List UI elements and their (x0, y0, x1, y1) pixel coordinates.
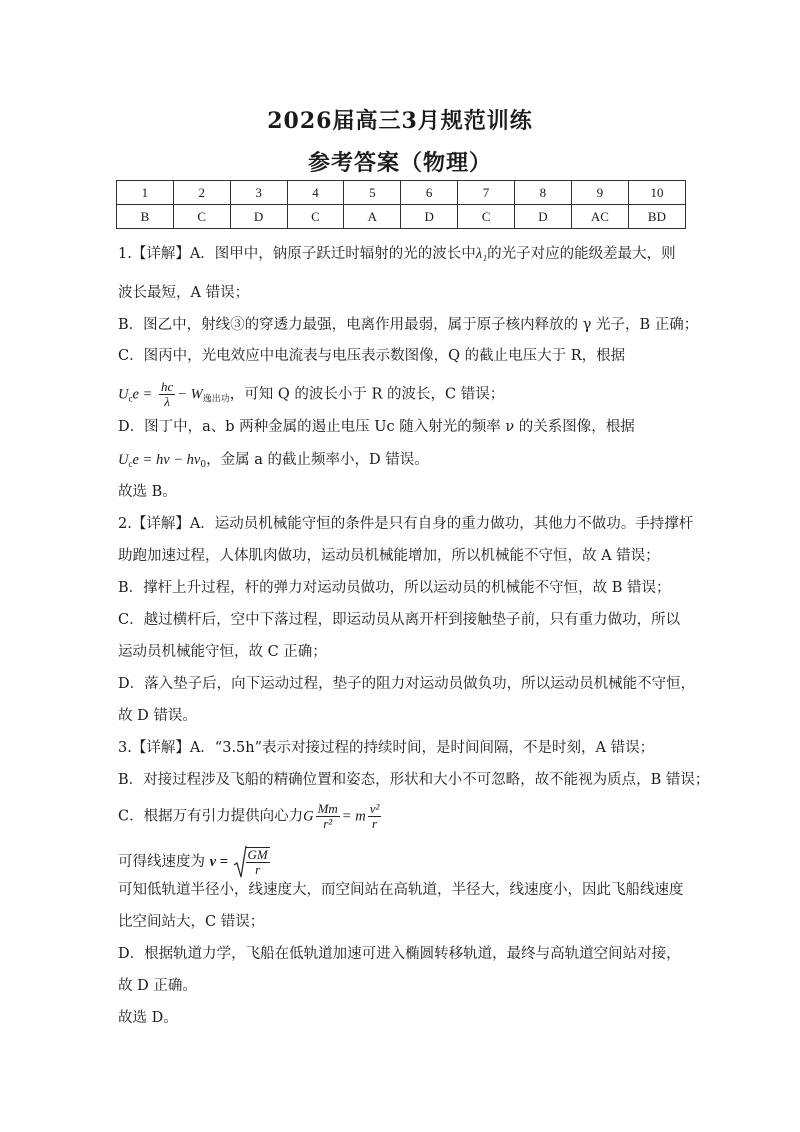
q2-line: D．落入垫子后，向下运动过程，垫子的阻力对运动员做负功，所以运动员机械能不守恒， (118, 676, 696, 692)
formula-symbol: − W (177, 386, 203, 403)
q1-formula-line (118, 380, 504, 410)
q1-text: ，可知 Q 的波长小于 R 的波长，C 错误； (229, 386, 505, 403)
fraction-numerator: hc (160, 379, 174, 394)
question-number: 7 (458, 181, 515, 205)
square-root (233, 845, 272, 879)
answer-cell: D (230, 205, 287, 229)
formula-symbol: = m (341, 808, 366, 825)
question-number: 2 (173, 181, 230, 205)
fraction (159, 380, 175, 409)
page-title: 2026届高三3月规范训练 (267, 108, 533, 134)
formula-symbol: U (118, 386, 129, 403)
formula-symbol: G (303, 808, 314, 825)
fraction (316, 802, 340, 831)
question-number: 3 (230, 181, 287, 205)
q3-line: 故选 D。 (118, 1010, 178, 1026)
formula-subscript: 逸出功 (202, 394, 230, 405)
formula-subscript: c (128, 459, 133, 469)
question-number: 10 (628, 181, 685, 205)
page-subtitle: 参考答案（物理） (307, 150, 492, 176)
question-number: 6 (401, 181, 458, 205)
formula-symbol: e = hν − hν (132, 452, 201, 468)
q1-text: 的光子对应的能级差最大，则 (487, 246, 676, 262)
q3-line: 3.【详解】A．“3.5h”表示对接过程的持续时间，是时间间隔，不是时刻，A 错误； (118, 740, 655, 756)
q1-text: ，金属 a 的截止频率小，D 错误。 (206, 452, 429, 468)
q1-line: D．图丁中，a、b 两种金属的遏止电压 Uc 随入射光的频率 ν 的关系图像，根据 (118, 419, 635, 435)
q2-line: 助跑加速过程，人体肌肉做功，运动员机械能增加，所以机械能不守恒，故 A 错误； (118, 548, 660, 564)
answer-cell: A (344, 205, 401, 229)
answer-table-answer-row (117, 205, 686, 229)
answer-cell: AC (571, 205, 628, 229)
q2-line: 2.【详解】A．运动员机械能守恒的条件是只有自身的重力做功，其他力不做功。手持撑杆 (118, 516, 694, 532)
fraction-denominator: λ (164, 394, 170, 409)
q1-formula-line (118, 450, 429, 475)
q3-line: D．根据轨道力学，飞船在低轨道加速可进入椭圆转移轨道，最终与高轨道空间站对接， (118, 946, 681, 962)
q1-line: 故选 B。 (118, 484, 177, 500)
formula-symbol: e = (132, 386, 153, 403)
formula-symbol: v = (209, 854, 228, 870)
q2-line: C．越过横杆后，空中下落过程，即运动员从离开杆到接触垫子前，只有重力做功，所以 (118, 612, 681, 628)
q3-formula-line (118, 802, 383, 831)
q2-line: 运动员机械能守恒，故 C 正确； (118, 644, 327, 660)
q2-line: 故 D 错误。 (118, 708, 197, 724)
q2-line: B．撑杆上升过程，杆的弹力对运动员做功，所以运动员的机械能不守恒，故 B 错误； (118, 580, 671, 596)
q1-text: 1.【详解】A．图甲中，钠原子跃迁时辐射的光的波长中 (118, 246, 476, 262)
answer-cell: C (173, 205, 230, 229)
lambda-symbol: λ₁ (475, 246, 488, 262)
q3-formula-line (118, 845, 272, 879)
question-number: 5 (344, 181, 401, 205)
fraction-denominator: r (255, 862, 261, 877)
q1-line: B．图乙中，射线③的穿透力最强，电离作用最弱，属于原子核内释放的 γ 光子，B 正确； (118, 317, 699, 333)
question-number: 8 (514, 181, 571, 205)
q3-text: C．根据万有引力提供向心力 (118, 808, 304, 825)
question-number: 4 (287, 181, 344, 205)
q3-line: 故 D 正确。 (118, 978, 197, 994)
fraction-numerator: Mm (317, 801, 338, 816)
q1-line: C．图丙中，光电效应中电流表与电压表示数图像，Q 的截止电压大于 R，根据 (118, 348, 626, 364)
question-number: 1 (117, 181, 174, 205)
answer-table (116, 180, 686, 229)
radical-sign-icon (233, 845, 247, 879)
fraction-numerator: GM (247, 847, 268, 862)
fraction (368, 802, 382, 831)
fraction-denominator: r (371, 816, 378, 831)
fraction-numerator: v² (369, 801, 380, 816)
fraction-denominator: r² (323, 816, 333, 831)
q3-line: 可知低轨道半径小，线速度大，而空间站在高轨道，半径大，线速度小，因此飞船线速度 (118, 882, 684, 898)
answer-cell: C (458, 205, 515, 229)
q3-line: 比空间站大，C 错误； (118, 914, 265, 930)
q1-line: 波长最短，A 错误； (118, 285, 250, 301)
answer-cell: B (117, 205, 174, 229)
q3-text: 可得线速度为 (118, 854, 205, 870)
answer-table-number-row (117, 181, 686, 205)
answer-cell: D (514, 205, 571, 229)
formula-subscript: 0 (200, 460, 207, 470)
answer-cell: C (287, 205, 344, 229)
q3-line: B．对接过程涉及飞船的精确位置和姿态，形状和大小不可忽略，故不能视为质点，B 错误； (118, 772, 710, 788)
fraction (246, 847, 270, 877)
question-number: 9 (571, 181, 628, 205)
formula-symbol: U (118, 452, 129, 468)
q1-line (118, 244, 676, 264)
formula-subscript: c (128, 393, 133, 404)
answer-cell: D (401, 205, 458, 229)
answer-cell: BD (628, 205, 685, 229)
